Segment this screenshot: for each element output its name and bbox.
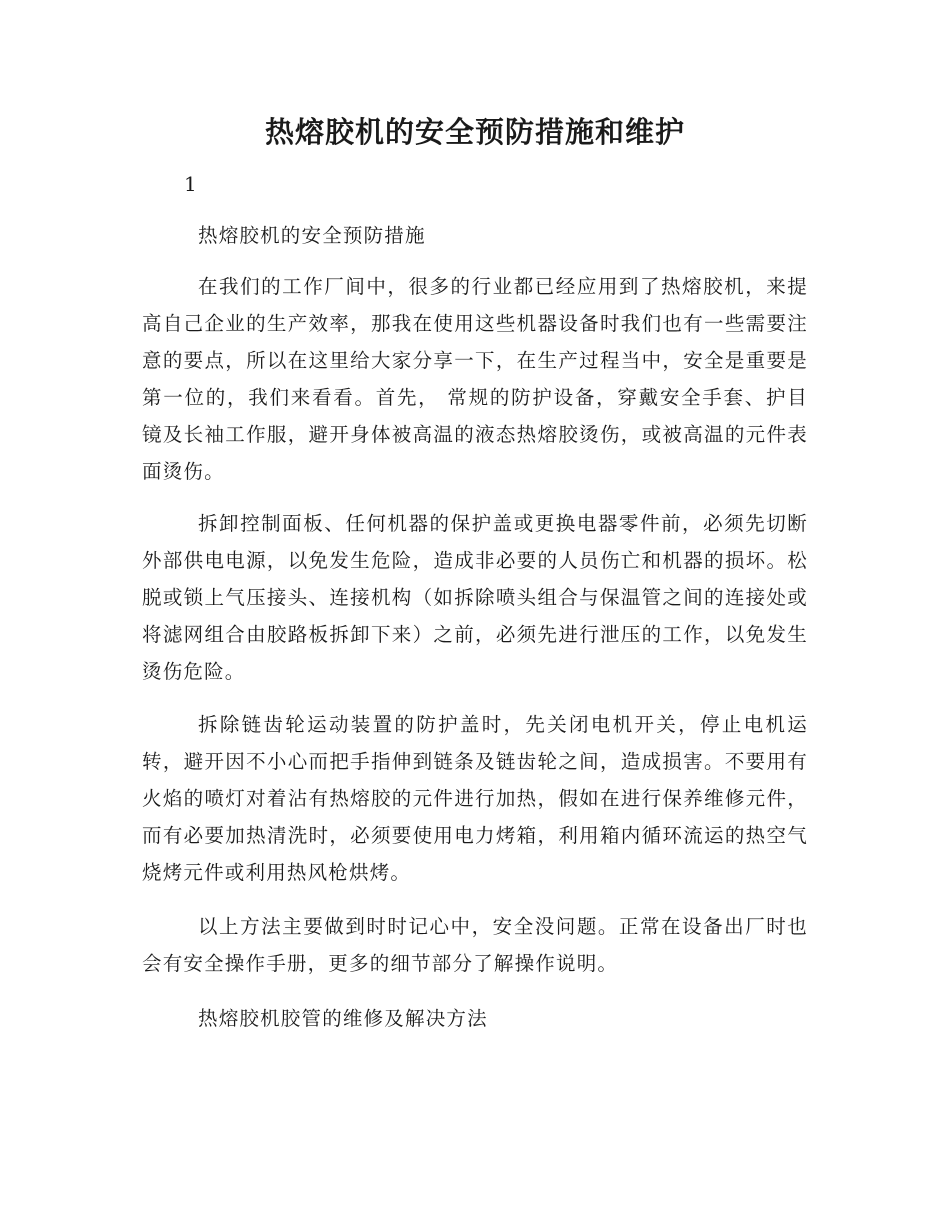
paragraph-chain-gear: 拆除链齿轮运动装置的防护盖时，先关闭电机开关，停止电机运转，避开因不小心而把手指伸到链条及链齿轮之间，造成损害。不要用有火焰的喷灯对着沾有热熔胶的元件进行加热，假如在进行保养维修元件，而有必要加热清洗时，必须要使用电力烤箱，利用箱内循环流运的热空气烧烤元件或利用热风枪烘烤。 <box>142 713 808 884</box>
paragraph-intro: 在我们的工作厂间中，很多的行业都已经应用到了热熔胶机，来提高自己企业的生产效率，那我在使用这些机器设备时我们也有一些需要注意的要点，所以在这里给大家分享一下，在生产过程当中，安全是重要是第一位的，我们来看看。首先， 常规的防护设备，穿戴安全手套、护目镜及长袖工作服，避开身体被高温的液态热熔胶烫伤，或被高温的元件表面烫伤。 <box>142 275 808 483</box>
paragraph-power-off: 拆卸控制面板、任何机器的保护盖或更换电器零件前，必须先切断外部供电电源，以免发生危险，造成非必要的人员伤亡和机器的损坏。松脱或锁上气压接头、连接机构（如拆除喷头组合与保温管之间的连接处或将滤网组合由胶路板拆卸下来）之前，必须先进行泄压的工作，以免发生烫伤危险。 <box>142 512 808 683</box>
section-heading-hose-repair: 热熔胶机胶管的维修及解决方法 <box>198 1007 488 1030</box>
section-heading-safety: 热熔胶机的安全预防措施 <box>198 224 426 247</box>
section-number: 1 <box>184 172 197 196</box>
paragraph-summary: 以上方法主要做到时时记心中，安全没问题。正常在设备出厂时也会有安全操作手册，更多的细节部分了解操作说明。 <box>142 915 808 975</box>
document-title: 热熔胶机的安全预防措施和维护 <box>264 115 685 149</box>
